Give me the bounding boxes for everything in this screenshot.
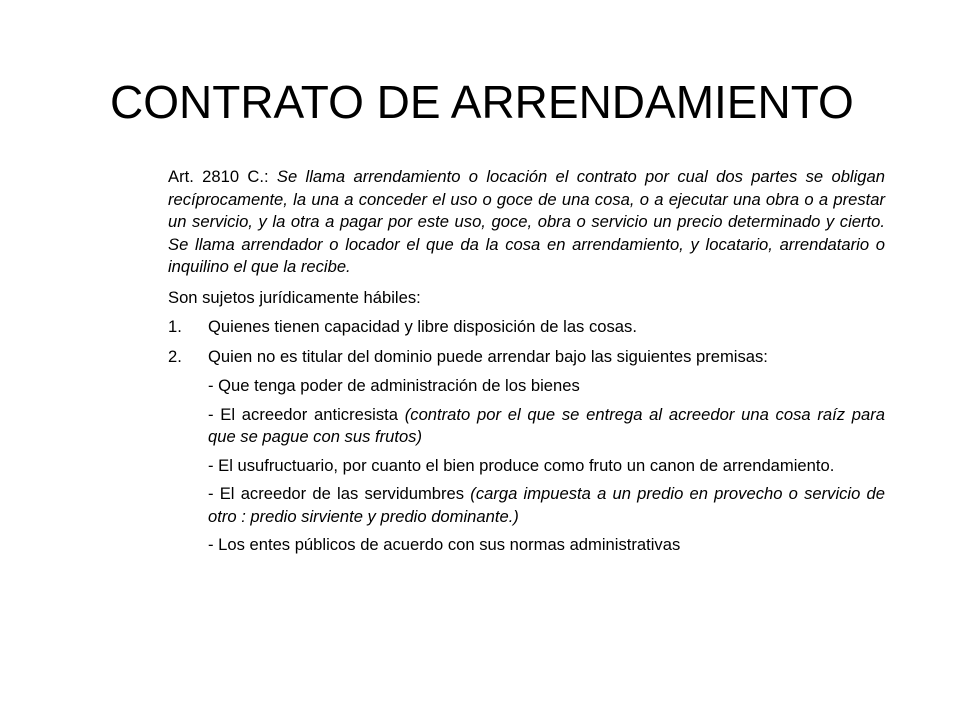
item-number: 1.: [168, 317, 182, 336]
subjects-heading: Son sujetos jurídicamente hábiles:: [168, 287, 421, 307]
item-number: 2.: [168, 346, 182, 366]
premise-text: - El usufructuario, por cuanto el bien produce como fruto un canon de arrendamiento.: [208, 455, 835, 475]
numbered-item-2: [168, 346, 885, 369]
premise-anticresista: [208, 404, 885, 449]
slide-body: [168, 166, 885, 563]
article-definition-text: Se llama arrendamiento o locación el contrato por cual dos partes se obligan recíprocamente, la una a conceder el uso o goce de una cosa, o a ejecutar una obra o a prestar un servicio, y la otra a pagar por este uso, goce, obra o servicio un precio determinado y cierto. Se llama arrendador o locador el que da la cosa en arrendamiento, y locatario, arrendatario o inquilino el que la recibe.: [168, 167, 885, 276]
premise-text: - Que tenga poder de administración de los bienes: [208, 376, 580, 395]
item-text: Quienes tienen capacidad y libre disposición de las cosas.: [208, 317, 637, 336]
premise-administration: [208, 375, 885, 398]
article-definition: [168, 166, 885, 279]
item-text: Quien no es titular del dominio puede arrendar bajo las siguientes premisas:: [208, 346, 768, 366]
premise-usufructuario: [208, 455, 885, 478]
numbered-item-1: [168, 316, 885, 339]
premise-note: (carga impuesta a un predio en provecho o servicio de otro : predio sirviente y predio dominante.): [208, 484, 886, 526]
premise-text: - El acreedor de las servidumbres: [208, 484, 471, 503]
slide-title: CONTRATO DE ARRENDAMIENTO: [110, 76, 854, 128]
premises-list: [208, 375, 885, 557]
premise-servidumbres: [208, 483, 885, 528]
premise-text: - El acreedor anticresista: [208, 404, 405, 424]
premise-text: - Los entes públicos de acuerdo con sus normas administrativas: [208, 535, 681, 554]
article-reference: Art. 2810 C.:: [168, 167, 277, 186]
premise-entes-publicos: [208, 534, 885, 557]
premise-note: (contrato por el que se entrega al acreedor una cosa raíz para que se pague con sus frutos): [208, 404, 886, 446]
